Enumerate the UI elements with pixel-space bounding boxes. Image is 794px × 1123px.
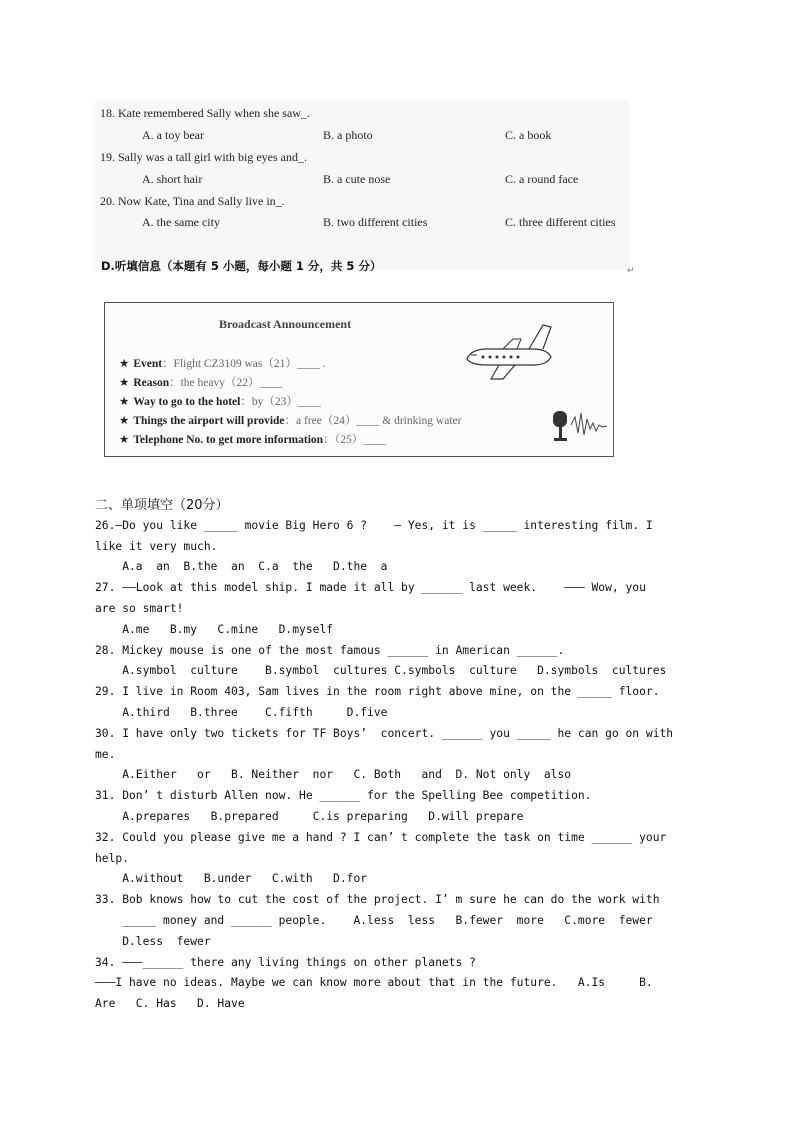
question-line: help.: [95, 852, 130, 865]
broadcast-item: ★ Event：Flight CZ3109 was（21）____ .: [119, 358, 326, 370]
q18-option-c: C. a book: [505, 128, 552, 142]
question-line: 29. I live in Room 403, Sam lives in the room right above mine, on the _____ floor.: [95, 685, 660, 698]
broadcast-item: ★ Things the airport will provide：a free（24）____ & drinking water: [119, 415, 462, 427]
question-line: like it very much.: [95, 540, 218, 553]
speaker-sound-icon: [551, 407, 611, 445]
question-line: 27. ——Look at this model ship. I made it all by ______ last week. ——— Wow, you: [95, 581, 646, 594]
star-icon: ★: [119, 434, 130, 446]
question-line: A.without B.under C.with D.for: [95, 872, 368, 885]
question-line: A.prepares B.prepared C.is preparing D.will prepare: [95, 810, 524, 823]
broadcast-announcement-box: [104, 302, 614, 457]
question-line: Are C. Has D. Have: [95, 997, 245, 1010]
q18-option-a: A. a toy bear: [142, 128, 204, 142]
star-icon: ★: [119, 396, 130, 408]
question-line: 32. Could you please give me a hand ? I can’ t complete the task on time ______ your: [95, 831, 667, 844]
question-20: 20. Now Kate, Tina and Sally live in_.: [100, 194, 285, 208]
question-line: 26.—Do you like _____ movie Big Hero 6 ? — Yes, it is _____ interesting film. I: [95, 519, 653, 532]
airplane-icon: [463, 319, 558, 381]
q20-option-a: A. the same city: [142, 215, 220, 229]
question-line: A.a an B.the an C.a the D.the a: [95, 560, 388, 573]
broadcast-item: ★ Telephone No. to get more information：（25）____: [119, 434, 387, 446]
question-line: ———I have no ideas. Maybe we can know more about that in the future. A.Is B.: [95, 976, 653, 989]
question-line: _____ money and ______ people. A.less less B.fewer more C.more fewer: [95, 914, 653, 927]
q20-option-c: C. three different cities: [505, 215, 616, 229]
question-line: 28. Mickey mouse is one of the most famous ______ in American ______.: [95, 644, 565, 657]
question-line: 31. Don’ t disturb Allen now. He ______ for the Spelling Bee competition.: [95, 789, 592, 802]
star-icon: ★: [119, 415, 130, 427]
return-arrow-mark: ↵: [627, 266, 635, 276]
question-line: 30. I have only two tickets for TF Boys’ concert. ______ you _____ he can go on with: [95, 727, 674, 740]
broadcast-item: ★ Way to go to the hotel：by（23）____: [119, 396, 321, 408]
question-line: A.Either or B. Neither nor C. Both and D. Not only also: [95, 768, 572, 781]
question-line: 34. ———______ there any living things on other planets ?: [95, 956, 476, 969]
q18-option-b: B. a photo: [323, 128, 373, 142]
q19-option-b: B. a cute nose: [323, 172, 391, 186]
question-line: are so smart!: [95, 602, 184, 615]
question-line: A.me B.my C.mine D.myself: [95, 623, 334, 636]
question-line: me.: [95, 748, 116, 761]
star-icon: ★: [119, 358, 130, 370]
q19-option-a: A. short hair: [142, 172, 203, 186]
question-19: 19. Sally was a tall girl with big eyes and_.: [100, 150, 307, 164]
section-d-heading: D.听填信息（本题有 5 小题，每小题 1 分，共 5 分）: [101, 259, 382, 273]
question-line: A.symbol culture B.symbol cultures C.symbols culture D.symbols cultures: [95, 664, 667, 677]
star-icon: ★: [119, 377, 130, 389]
scanned-questions-image: [95, 100, 630, 273]
q20-option-b: B. two different cities: [323, 215, 428, 229]
section-two-title: 二、单项填空（20分）: [95, 498, 229, 513]
question-line: A.third B.three C.fifth D.five: [95, 706, 388, 719]
broadcast-title: Broadcast Announcement: [218, 317, 352, 331]
question-line: 33. Bob knows how to cut the cost of the project. I’ m sure he can do the work with: [95, 893, 660, 906]
q19-option-c: C. a round face: [505, 172, 579, 186]
question-18: 18. Kate remembered Sally when she saw_.: [100, 106, 310, 120]
broadcast-item: ★ Reason：the heavy（22）____: [119, 377, 283, 389]
question-line: D.less fewer: [95, 935, 211, 948]
